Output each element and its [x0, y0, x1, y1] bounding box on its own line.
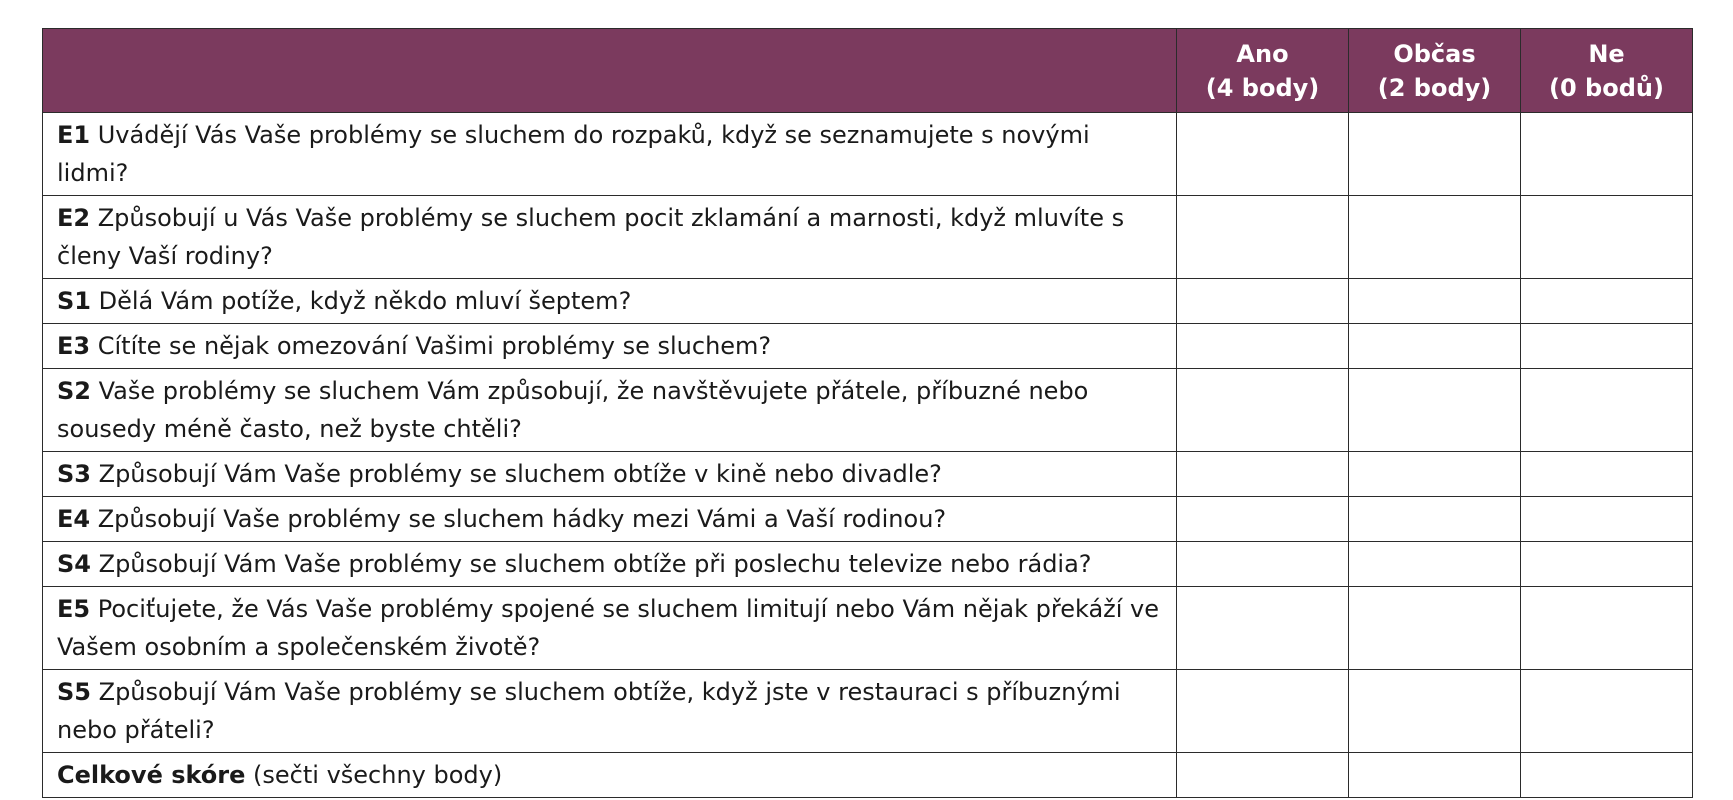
question-row-s4	[43, 542, 1693, 587]
header-yes-cell	[1177, 29, 1349, 113]
question-code: E1	[57, 121, 91, 149]
question-row-e2	[43, 196, 1693, 279]
total-score-note: (sečti všechny body)	[253, 761, 503, 789]
answer-yes-cell[interactable]	[1177, 113, 1349, 196]
header-sometimes-points: (2 body)	[1377, 73, 1492, 102]
question-code: E3	[57, 332, 91, 360]
answer-no-cell[interactable]	[1521, 587, 1693, 670]
total-score-label: Celkové skóre	[57, 761, 246, 789]
question-cell	[43, 279, 1177, 324]
answer-sometimes-cell[interactable]	[1349, 113, 1521, 196]
question-row-s5	[43, 670, 1693, 753]
answer-yes-cell[interactable]	[1177, 279, 1349, 324]
header-no-points: (0 bodů)	[1549, 73, 1664, 102]
answer-yes-cell[interactable]	[1177, 497, 1349, 542]
header-no-label: Ne	[1588, 39, 1625, 68]
question-cell	[43, 587, 1177, 670]
answer-no-cell[interactable]	[1521, 542, 1693, 587]
question-cell	[43, 196, 1177, 279]
question-cell	[43, 452, 1177, 497]
total-no-cell[interactable]	[1521, 753, 1693, 798]
answer-no-cell[interactable]	[1521, 670, 1693, 753]
question-code: S4	[57, 550, 91, 578]
question-code: S1	[57, 287, 91, 315]
question-cell	[43, 113, 1177, 196]
question-code: E4	[57, 505, 91, 533]
answer-sometimes-cell[interactable]	[1349, 324, 1521, 369]
question-text: Cítíte se nějak omezování Vašimi problémy se sluchem?	[97, 332, 772, 360]
answer-yes-cell[interactable]	[1177, 324, 1349, 369]
question-text: Způsobují u Vás Vaše problémy se sluchem pocit zklamání a marnosti, když mluvíte s členy Vaší rodiny?	[57, 204, 1125, 270]
answer-yes-cell[interactable]	[1177, 369, 1349, 452]
answer-sometimes-cell[interactable]	[1349, 542, 1521, 587]
question-text: Způsobují Vám Vaše problémy se sluchem obtíže, když jste v restauraci s příbuznými nebo přáteli?	[57, 678, 1121, 744]
total-score-row	[43, 753, 1693, 798]
question-code: S3	[57, 460, 91, 488]
question-row-s2	[43, 369, 1693, 452]
question-text: Uvádějí Vás Vaše problémy se sluchem do rozpaků, když se seznamujete s novými lidmi?	[57, 121, 1090, 187]
header-no-cell	[1521, 29, 1693, 113]
question-code: E5	[57, 595, 91, 623]
answer-no-cell[interactable]	[1521, 113, 1693, 196]
total-yes-cell[interactable]	[1177, 753, 1349, 798]
answer-sometimes-cell[interactable]	[1349, 670, 1521, 753]
question-text: Vaše problémy se sluchem Vám způsobují, že navštěvujete přátele, příbuzné nebo sousedy méně často, než byste chtěli?	[57, 377, 1089, 443]
question-text: Způsobují Vaše problémy se sluchem hádky mezi Vámi a Vaší rodinou?	[97, 505, 947, 533]
answer-no-cell[interactable]	[1521, 497, 1693, 542]
question-text: Pociťujete, že Vás Vaše problémy spojené se sluchem limitují nebo Vám nějak překáží ve Vašem osobním a společenském životě?	[57, 595, 1160, 661]
question-row-s3	[43, 452, 1693, 497]
answer-yes-cell[interactable]	[1177, 670, 1349, 753]
questionnaire-sheet	[42, 28, 1692, 798]
answer-yes-cell[interactable]	[1177, 587, 1349, 670]
answer-yes-cell[interactable]	[1177, 542, 1349, 587]
header-sometimes-cell	[1349, 29, 1521, 113]
question-cell	[43, 369, 1177, 452]
question-text: Způsobují Vám Vaše problémy se sluchem obtíže při poslechu televize nebo rádia?	[98, 550, 1092, 578]
answer-sometimes-cell[interactable]	[1349, 369, 1521, 452]
answer-sometimes-cell[interactable]	[1349, 587, 1521, 670]
answer-yes-cell[interactable]	[1177, 196, 1349, 279]
header-row	[43, 29, 1693, 113]
header-question-cell	[43, 29, 1177, 113]
question-cell	[43, 324, 1177, 369]
answer-sometimes-cell[interactable]	[1349, 452, 1521, 497]
answer-sometimes-cell[interactable]	[1349, 196, 1521, 279]
answer-no-cell[interactable]	[1521, 369, 1693, 452]
answer-yes-cell[interactable]	[1177, 452, 1349, 497]
total-score-cell	[43, 753, 1177, 798]
header-yes-points: (4 body)	[1205, 73, 1320, 102]
question-row-s1	[43, 279, 1693, 324]
question-row-e3	[43, 324, 1693, 369]
answer-no-cell[interactable]	[1521, 196, 1693, 279]
hearing-questionnaire-table	[42, 28, 1693, 798]
header-yes-label: Ano	[1236, 39, 1289, 68]
answer-sometimes-cell[interactable]	[1349, 279, 1521, 324]
question-row-e4	[43, 497, 1693, 542]
question-text: Způsobují Vám Vaše problémy se sluchem obtíže v kině nebo divadle?	[98, 460, 942, 488]
question-code: S2	[57, 377, 91, 405]
answer-no-cell[interactable]	[1521, 452, 1693, 497]
question-cell	[43, 542, 1177, 587]
answer-sometimes-cell[interactable]	[1349, 497, 1521, 542]
question-code: S5	[57, 678, 91, 706]
question-text: Dělá Vám potíže, když někdo mluví šeptem?	[98, 287, 632, 315]
question-cell	[43, 670, 1177, 753]
question-row-e5	[43, 587, 1693, 670]
answer-no-cell[interactable]	[1521, 279, 1693, 324]
question-row-e1	[43, 113, 1693, 196]
question-cell	[43, 497, 1177, 542]
question-code: E2	[57, 204, 91, 232]
answer-no-cell[interactable]	[1521, 324, 1693, 369]
total-sometimes-cell[interactable]	[1349, 753, 1521, 798]
header-sometimes-label: Občas	[1393, 39, 1476, 68]
